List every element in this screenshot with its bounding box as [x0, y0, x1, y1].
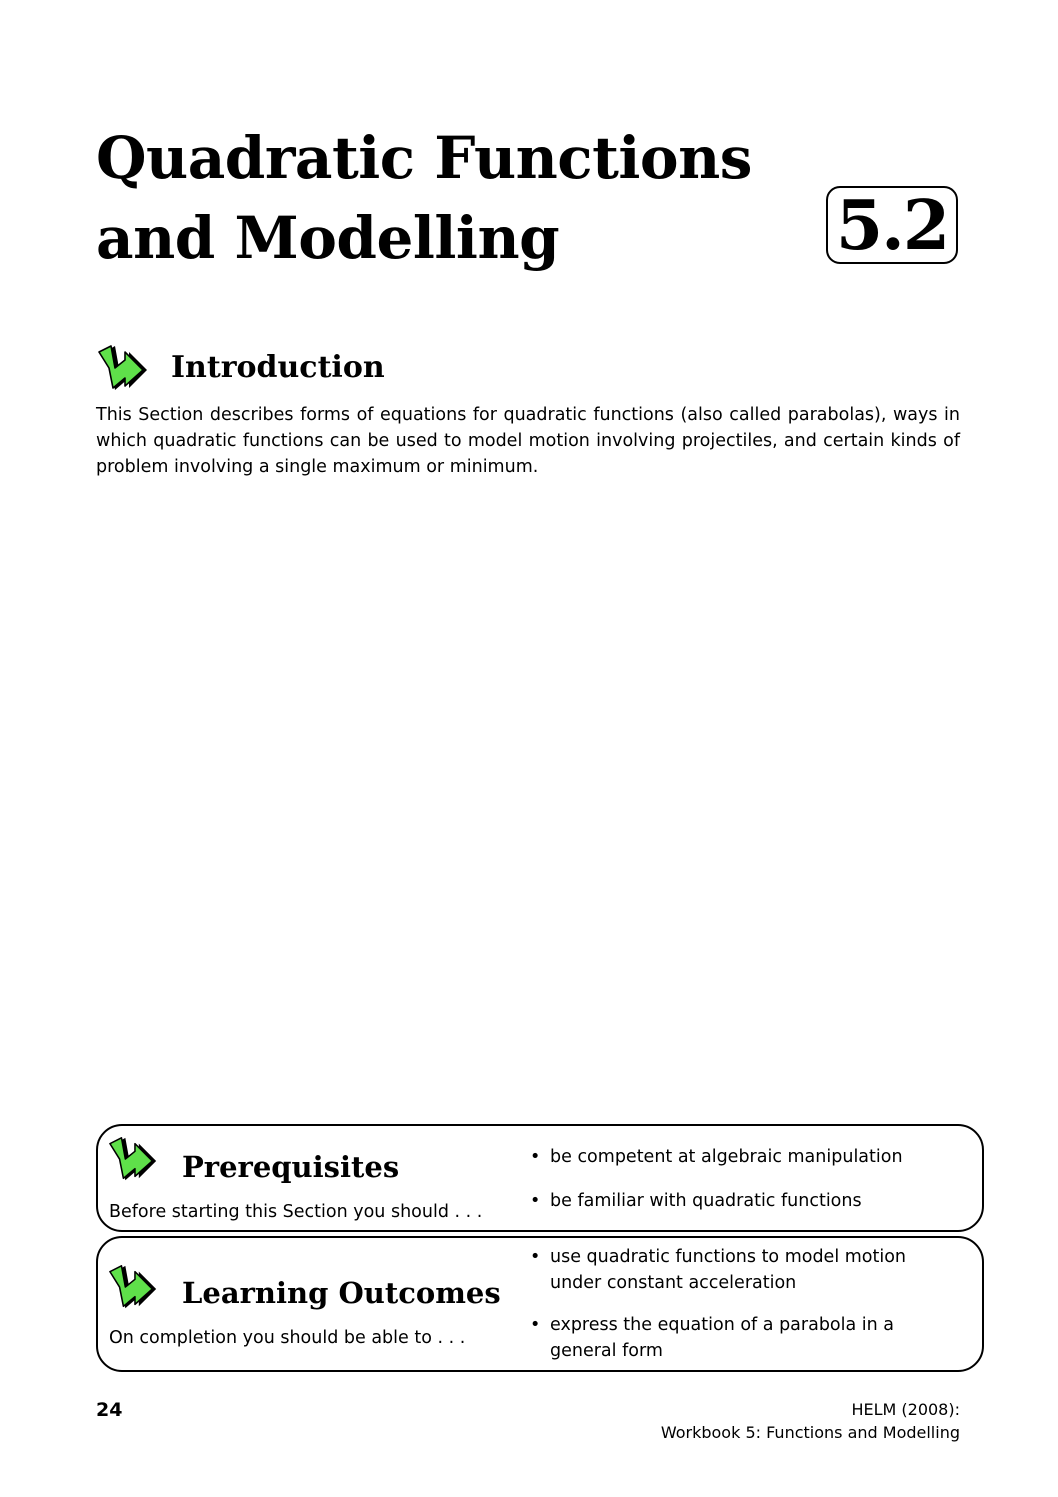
title-line-1: Quadratic Functions	[96, 124, 752, 192]
page-number: 24	[96, 1399, 123, 1421]
footer-source-line-1: HELM (2008):	[851, 1400, 960, 1419]
section-number-badge: 5.2	[826, 186, 958, 264]
learning-outcomes-subtitle: On completion you should be able to . . .	[109, 1328, 466, 1348]
green-arrow-icon	[108, 1262, 160, 1314]
list-item: • be competent at algebraic manipulation	[530, 1144, 960, 1170]
learning-outcomes-box	[96, 1236, 984, 1372]
learning-outcomes-list	[530, 1244, 910, 1364]
introduction-text: This Section describes forms of equations for quadratic functions (also called parabolas), ways in which quadratic functions can be used to model motion involving projectiles, and certain kinds of problem involving a single maximum or minimum.	[96, 405, 960, 477]
page-title	[96, 118, 752, 278]
introduction-heading: Introduction	[171, 350, 385, 385]
prerequisites-list	[530, 1144, 960, 1214]
list-item: • express the equation of a parabola in a general form	[530, 1312, 910, 1364]
green-arrow-icon	[97, 342, 151, 396]
list-item: • be familiar with quadratic functions	[530, 1188, 960, 1214]
footer-source	[661, 1398, 960, 1444]
green-arrow-icon	[108, 1134, 160, 1186]
prerequisites-box	[96, 1124, 984, 1232]
learning-outcomes-heading: Learning Outcomes	[182, 1276, 501, 1310]
prerequisites-subtitle: Before starting this Section you should . . .	[109, 1202, 483, 1222]
list-item: • use quadratic functions to model motion under constant acceleration	[530, 1244, 910, 1296]
prerequisites-heading: Prerequisites	[182, 1150, 400, 1184]
title-line-2: and Modelling	[96, 204, 560, 272]
footer-source-line-2: Workbook 5: Functions and Modelling	[660, 1423, 960, 1442]
